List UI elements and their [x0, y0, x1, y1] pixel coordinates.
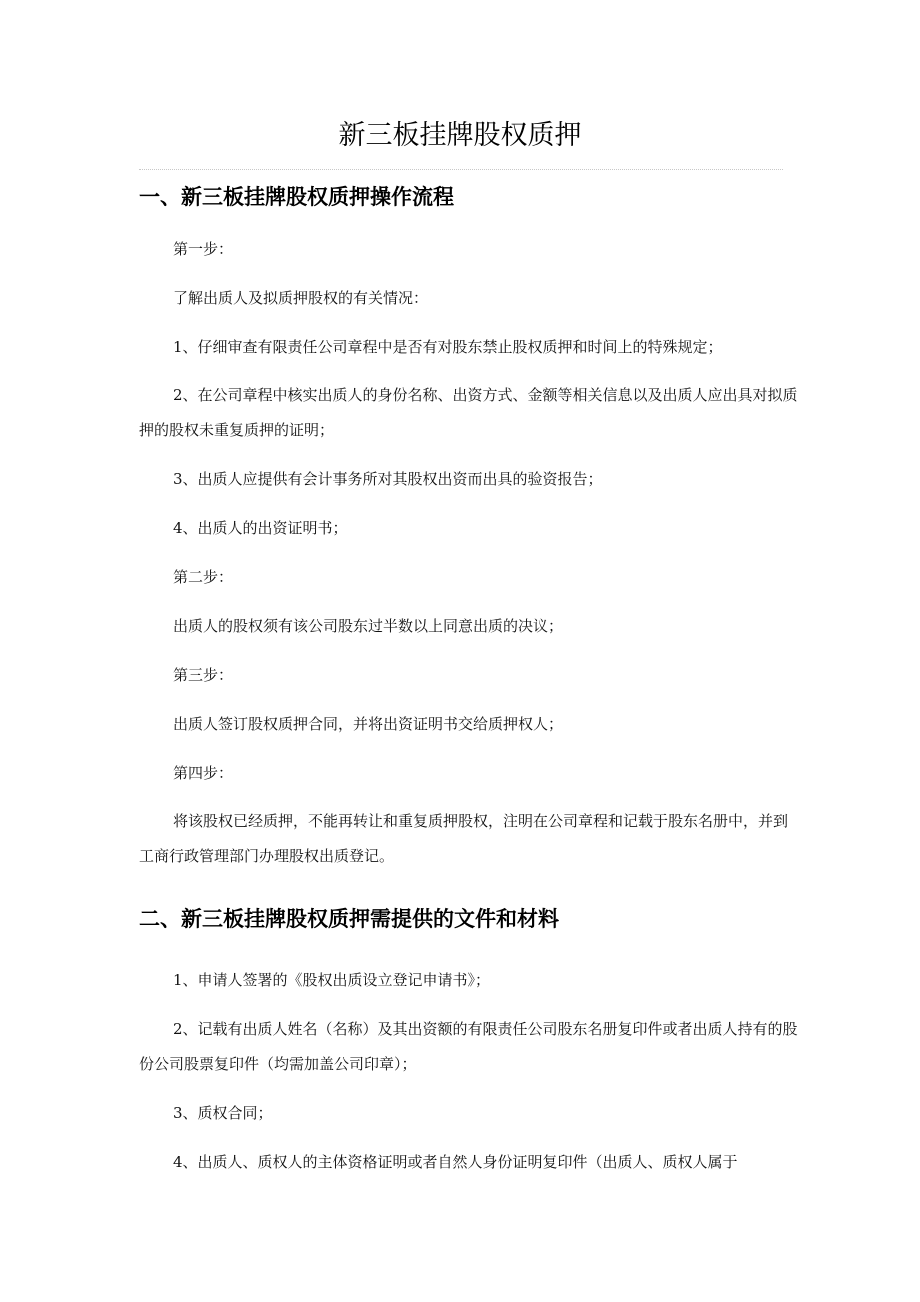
step-4-label: 第四步： [173, 764, 234, 782]
section-2-heading: 二、新三板挂牌股权质押需提供的文件和材料 [139, 907, 559, 931]
step-1-label: 第一步： [173, 240, 234, 258]
paragraph-sign-contract: 出质人签订股权质押合同，并将出资证明书交给质押权人； [173, 715, 564, 733]
materials-item-2: 2、记载有出质人姓名（名称）及其出资额的有限责任公司股东名册复印件或者出质人持有的股份公司股票复印件（均需加盖公司印章）； [139, 1020, 798, 1073]
document-title: 新三板挂牌股权质押 [338, 120, 582, 151]
step-3-label: 第三步： [173, 666, 234, 684]
paragraph-shareholder-resolution: 出质人的股权须有该公司股东过半数以上同意出质的决议； [173, 617, 564, 635]
step-2-label: 第二步： [173, 568, 234, 586]
paragraph-item-1: 1、仔细审查有限责任公司章程中是否有对股东禁止股权质押和时间上的特殊规定； [173, 338, 723, 356]
title-divider [139, 169, 783, 170]
section-1-heading: 一、新三板挂牌股权质押操作流程 [139, 185, 454, 209]
materials-item-4: 4、出质人、质权人的主体资格证明或者自然人身份证明复印件（出质人、质权人属于 [173, 1153, 738, 1171]
paragraph-item-2: 2、在公司章程中核实出质人的身份名称、出资方式、金额等相关信息以及出质人应出具对拟质押的股权未重复质押的证明； [139, 386, 798, 439]
paragraph-registration: 将该股权已经质押，不能再转让和重复质押股权，注明在公司章程和记载于股东名册中，并到工商行政管理部门办理股权出质登记。 [139, 812, 789, 865]
paragraph-understand-situation: 了解出质人及拟质押股权的有关情况： [173, 289, 429, 307]
materials-item-1: 1、申请人签署的《股权出质设立登记申请书》； [173, 971, 491, 989]
paragraph-item-3: 3、出质人应提供有会计事务所对其股权出资而出具的验资报告； [173, 470, 603, 488]
materials-item-3: 3、质权合同； [173, 1104, 273, 1122]
paragraph-item-4: 4、出质人的出资证明书； [173, 519, 348, 537]
